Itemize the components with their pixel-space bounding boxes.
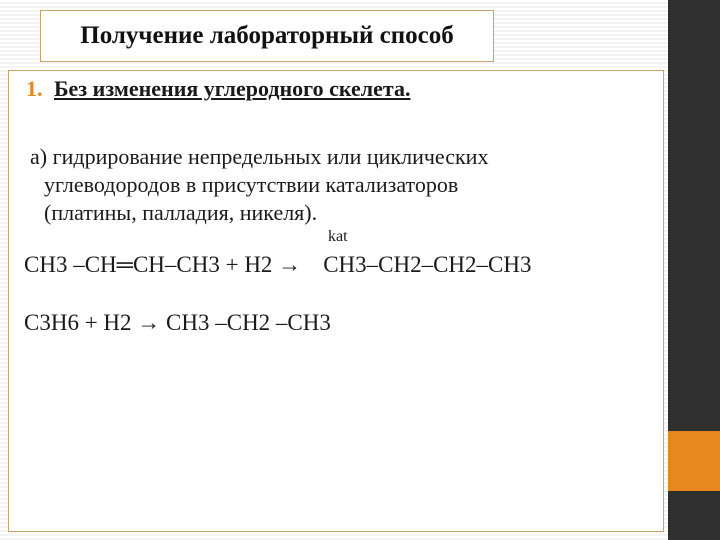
title-box — [40, 10, 494, 62]
section-heading — [26, 76, 410, 102]
catalyst-label: kat — [328, 228, 348, 245]
equation-2: C3H6 + H2 → CH3 –CH2 –CH3 — [24, 310, 331, 335]
paragraph-line-1: а) гидрирование непредельных или циклических — [30, 144, 489, 169]
paragraph-line-2: углеводородов в присутствии катализаторов — [44, 172, 459, 197]
slide-title: Получение лабораторный способ — [80, 22, 454, 49]
description-paragraph — [30, 143, 488, 227]
equation-1-right: CH3–CH2–CH2–CH3 — [323, 252, 532, 277]
sidebar-accent-block — [668, 431, 720, 491]
heading-text: Без изменения углеродного скелета. — [54, 76, 411, 101]
paragraph-line-3: (платины, палладия, никеля). — [44, 200, 318, 225]
equation-1-left: CH3 –CH═CH–CH3 + H2 → — [24, 252, 302, 277]
equation-1 — [24, 252, 532, 278]
content-panel — [8, 70, 664, 532]
heading-number: 1. — [26, 76, 43, 101]
